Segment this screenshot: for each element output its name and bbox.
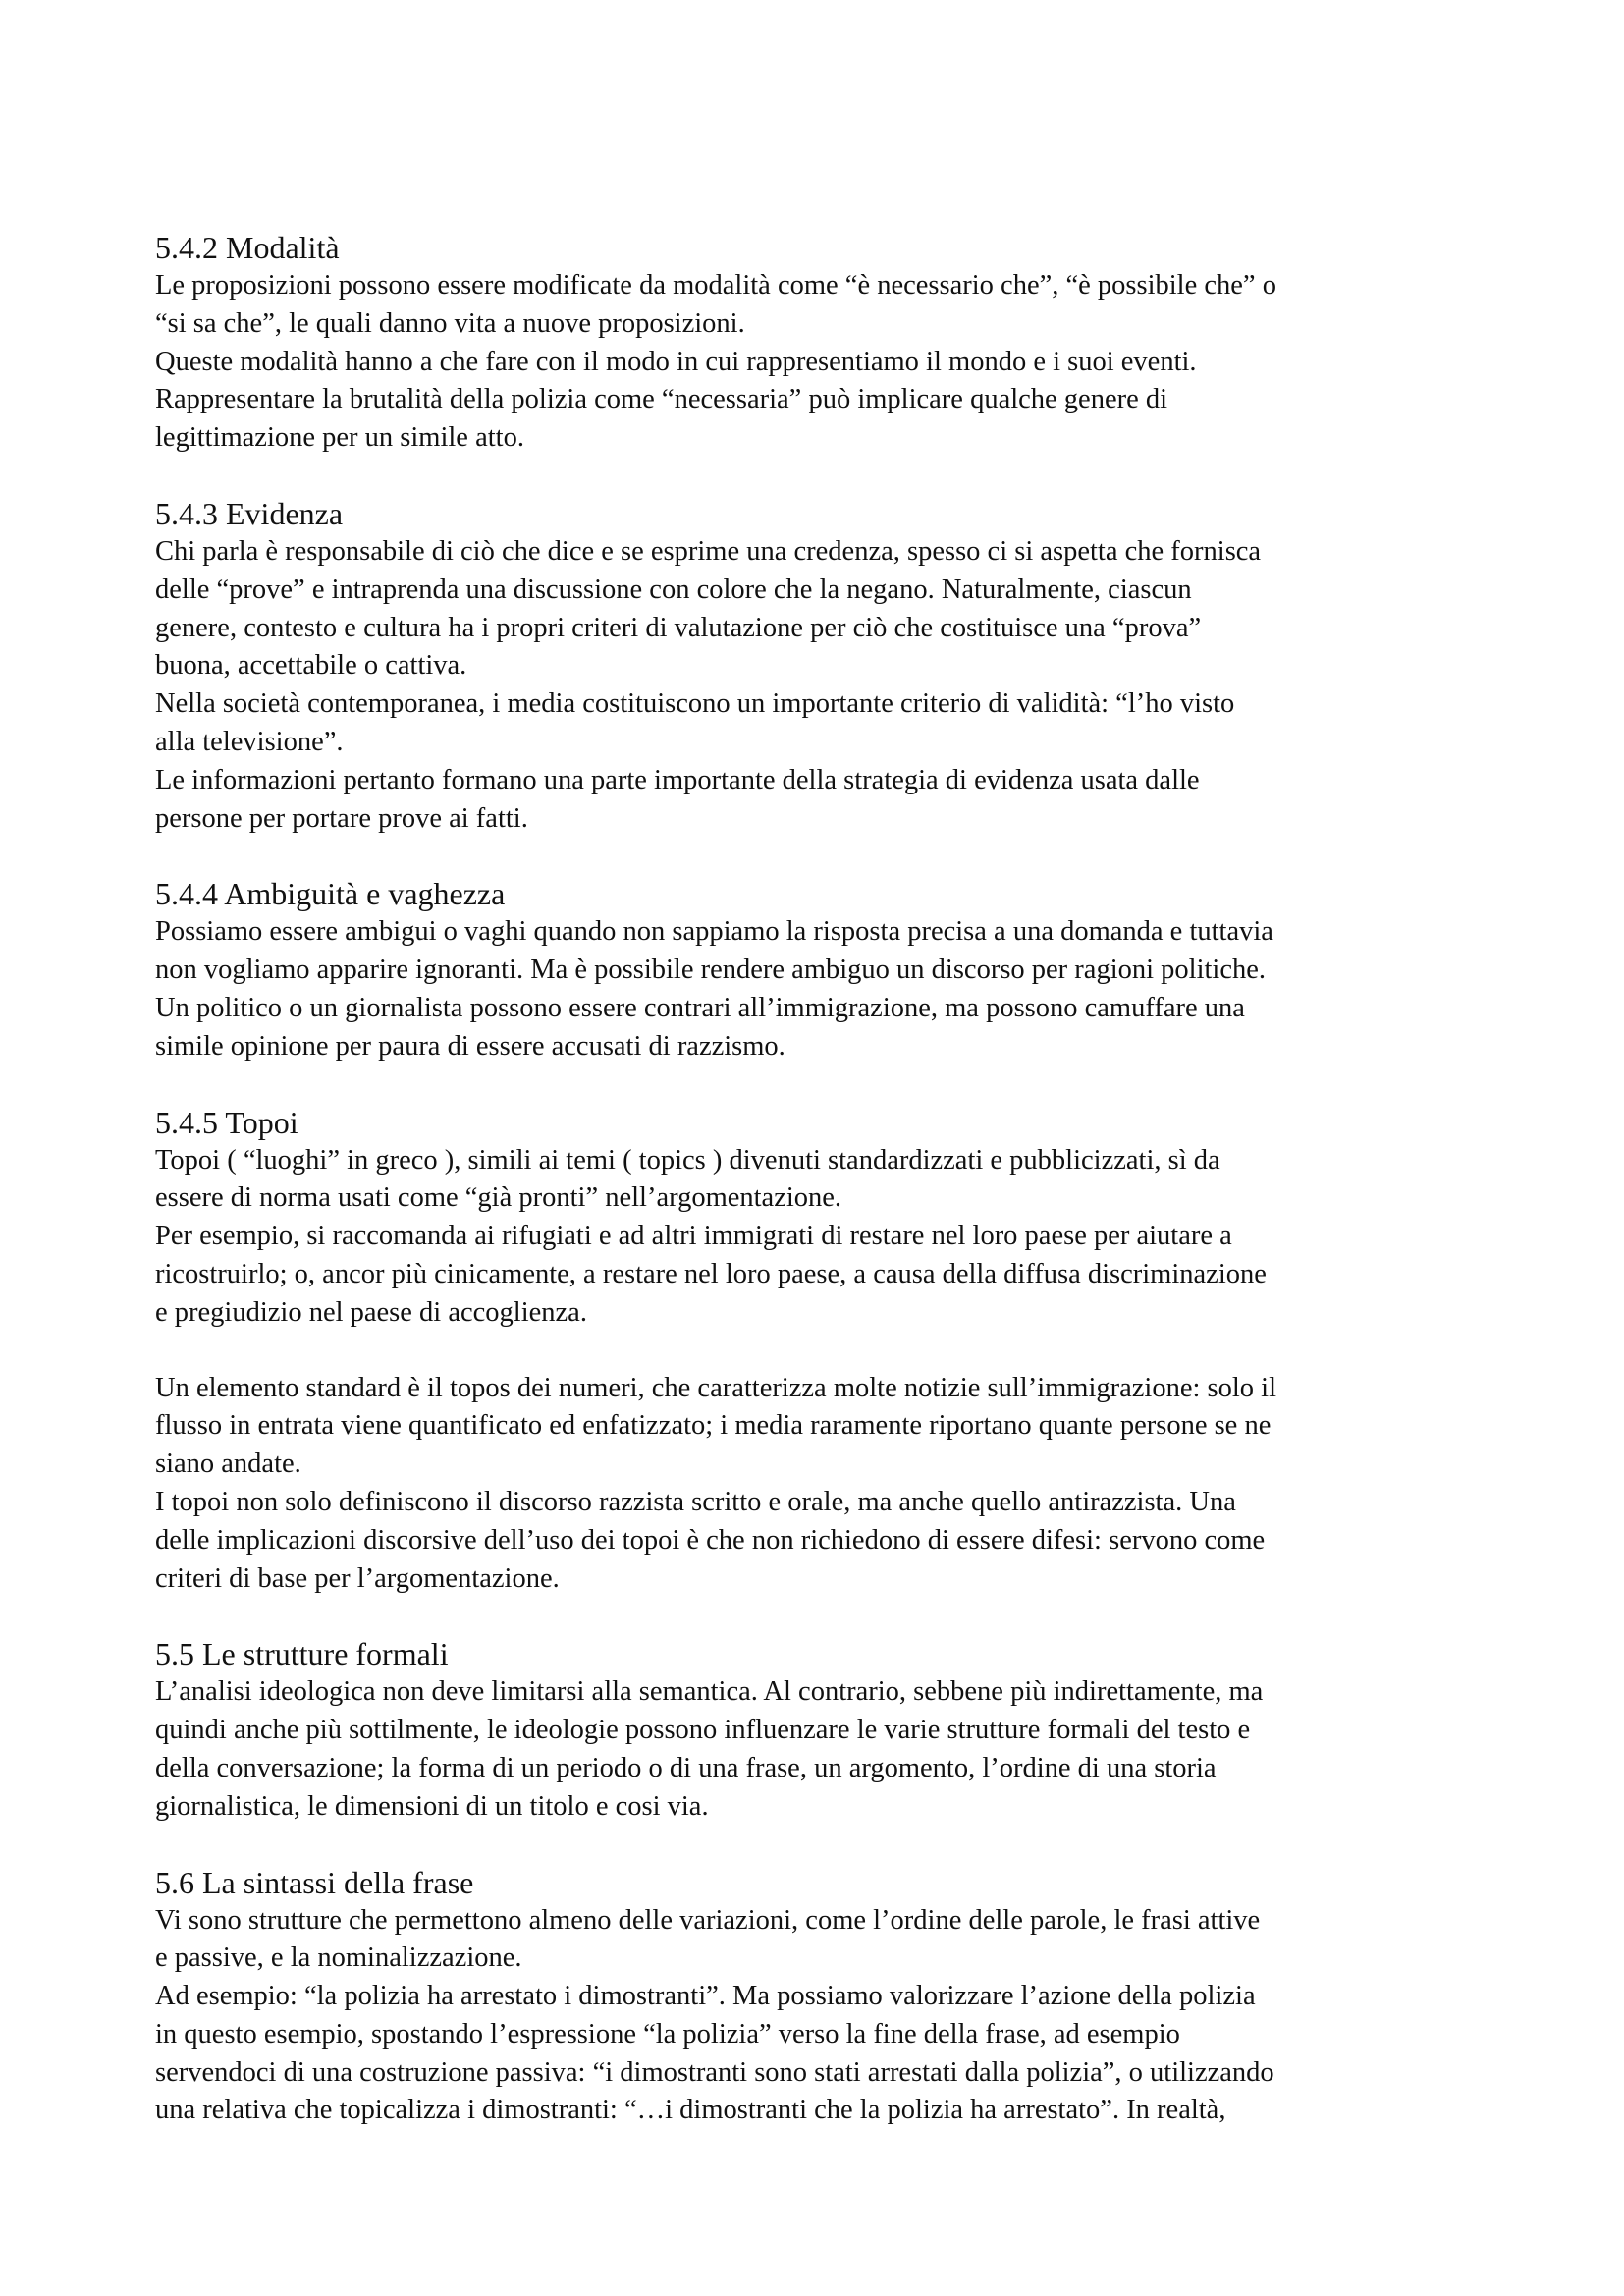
- paragraph: Per esempio, si raccomanda ai rifugiati e ad altri immigrati di restare nel loro paese per aiutare a ricostruirlo; o, ancor più cinicamente, a restare nel loro paese, a causa della diffusa discriminazione e pregiudizio nel paese di accoglienza.: [155, 1221, 1267, 1328]
- paragraph: Ad esempio: “la polizia ha arrestato i dimostranti”. Ma possiamo valorizzare l’azione della polizia in questo esempio, spostando l’espressione “la polizia” verso la fine della frase, ad esempio servendoci di una costruzione passiva: “i dimostranti sono stati arrestati dalla polizia”, o utilizzando una relativa che topicalizza i dimostranti: “…i dimostranti che la polizia ha arrestato”. In realtà,: [155, 1981, 1274, 2126]
- section-sintassi: [155, 1863, 1490, 2131]
- section-ambiguita: [155, 874, 1490, 1066]
- paragraph: Possiamo essere ambigui o vaghi quando non sappiamo la risposta precisa a una domanda e tuttavia non vogliamo apparire ignoranti. Ma è possibile rendere ambiguo un discorso per ragioni politiche.: [155, 916, 1273, 986]
- paragraph: Le informazioni pertanto formano una parte importante della strategia di evidenza usata dalle persone per portare prove ai fatti.: [155, 764, 1200, 834]
- paragraph: Topoi ( “luoghi” in greco ), simili ai temi ( topics ) divenuti standardizzati e pubblicizzati, sì da essere di norma usati come “già pronti” nell’argomentazione.: [155, 1144, 1220, 1214]
- paragraph: I topoi non solo definiscono il discorso razzista scritto e orale, ma anche quello antirazzista. Una delle implicazioni discorsive dell’uso dei topoi è che non richiedono di essere difesi: servono come criteri di base per l’argomentazione.: [155, 1486, 1266, 1594]
- section-modalita: [155, 228, 1490, 458]
- section-heading: 5.4.3 Evidenza: [155, 495, 344, 531]
- section-heading: 5.4.2 Modalità: [155, 230, 340, 265]
- section-heading: 5.4.5 Topoi: [155, 1104, 298, 1140]
- section-topoi: [155, 1103, 1490, 1599]
- paragraph: Rappresentare la brutalità della polizia come “necessaria” può implicare qualche genere di legittimazione per un simile atto.: [155, 384, 1168, 454]
- paragraph: Queste modalità hanno a che fare con il modo in cui rappresentiamo il mondo e i suoi eventi.: [155, 346, 1197, 377]
- paragraph: Vi sono strutture che permettono almeno delle variazioni, come l’ordine delle parole, le frasi attive e passive, e la nominalizzazione.: [155, 1904, 1261, 1974]
- paragraph: Chi parla è responsabile di ciò che dice e se esprime una credenza, spesso ci si aspetta che fornisca delle “prove” e intraprenda una discussione con colore che la negano. Naturalmente, ciascun genere, contesto e cultura ha i propri criteri di valutazione per ciò che costituisce una “prova” buona, accettabile o cattiva.: [155, 535, 1262, 682]
- paragraph: Un politico o un giornalista possono essere contrari all’immigrazione, ma possono camuffare una simile opinione per paura di essere accusati di razzismo.: [155, 992, 1245, 1062]
- paragraph: Le proposizioni possono essere modificate da modalità come “è necessario che”, “è possibile che” o “si sa che”, le quali danno vita a nuove proposizioni.: [155, 270, 1276, 339]
- section-heading: 5.4.4 Ambiguità e vaghezza: [155, 876, 506, 912]
- section-heading: 5.6 La sintassi della frase: [155, 1864, 474, 1900]
- section-heading: 5.5 Le strutture formali: [155, 1636, 449, 1672]
- section-evidenza: [155, 494, 1490, 838]
- section-strutture-formali: [155, 1634, 1490, 1826]
- paragraph: Nella società contemporanea, i media costituiscono un importante criterio di validità: “l’ho visto alla televisione”.: [155, 688, 1235, 757]
- paragraph: Un elemento standard è il topos dei numeri, che caratterizza molte notizie sull’immigrazione: solo il flusso in entrata viene quantificato ed enfatizzato; i media raramente riportano quante persone se ne siano andate.: [155, 1372, 1277, 1480]
- paragraph-gap: [155, 1333, 1490, 1370]
- document-page: [155, 228, 1490, 2166]
- paragraph: L’analisi ideologica non deve limitarsi alla semantica. Al contrario, sebbene più indirettamente, ma quindi anche più sottilmente, le ideologie possono influenzare le varie strutture formali del testo e della conversazione; la forma di un periodo o di una frase, un argomento, l’ordine di una storia giornalistica, le dimensioni di un titolo e cosi via.: [155, 1676, 1264, 1822]
